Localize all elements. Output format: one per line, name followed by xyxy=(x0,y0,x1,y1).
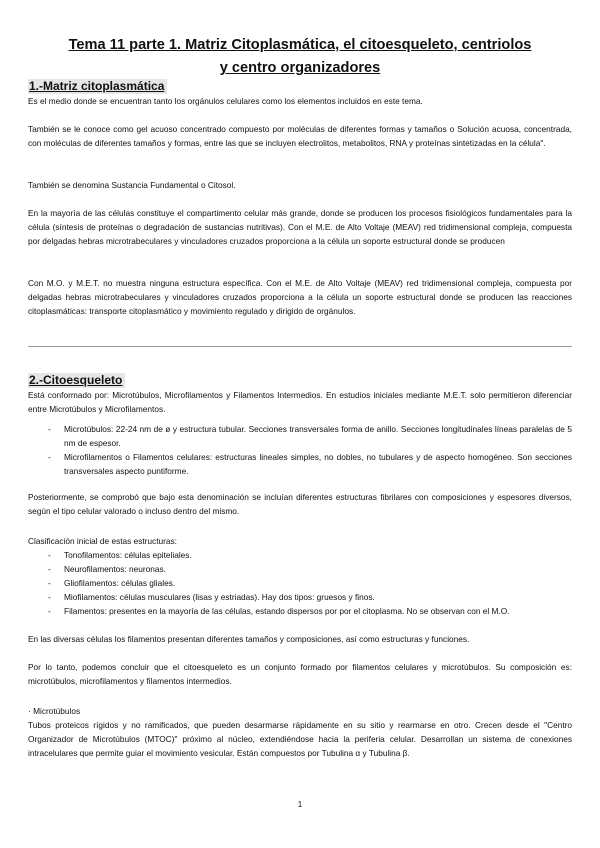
list-item: - Tonofilamentos: células epiteliales. xyxy=(28,548,572,562)
list-item: - Microfilamentos o Filamentos celulares: estructuras lineales simples, no dobles, no tubulares y de aspecto homogéneo. Son secciones transversales aspecto puntiforme. xyxy=(28,450,572,478)
list-item: - Neurofilamentos: neuronas. xyxy=(28,562,572,576)
section-1-paragraph-5: Con M.O. y M.E.T. no muestra ninguna estructura específica. Con el M.E. de Alto Voltaje (MEAV) red tridimensional compleja, compuesta por delgadas hebras microtrabeculares y vinculadores cruzados proporciona a la célula un soporte estructural donde se producen las reacciones citoplasmáticas: transporte citoplasmático y movimiento regulado y dirigido de orgánulos. xyxy=(28,278,572,316)
section-2-paragraph-6: Tubos proteicos rígidos y no ramificados, que pueden desarmarse rápidamente en su sitio y rearmarse en otro. Crecen desde el "Centro Organizador de Microtúbulos (MTOC)" próximo al núcleo, extendiéndose hacia la periferia celular. Desarrollan un sistema de conexiones intracelulares que permite guiar el movimiento vesicular. Están compuestos por Tubulina α y Tubulina β. xyxy=(28,720,572,758)
list-item: - Microtúbulos: 22-24 nm de ø y estructura tubular. Secciones transversales forma de anillo. Secciones longitudinales líneas paralelas de 5 nm de espesor. xyxy=(28,422,572,450)
section-1-paragraph-2: También se le conoce como gel acuoso concentrado compuesto por moléculas de diferentes formas y tamaños o Solución acuosa, concentrada, con moléculas de diferentes tamaños y formas, entre las que se incluyen electrolitos, metabolitos, RNA y proteínas sintetizadas en la célula". xyxy=(28,124,572,148)
section-1-heading: 1.-Matriz citoplasmática xyxy=(28,79,167,94)
section-2-heading: 2.-Citoesqueleto xyxy=(28,373,125,388)
section-2-paragraph-1: Está conformado por: Microtúbulos, Microfilamentos y Filamentos Intermedios. En estudios iniciales mediante M.E.T. solo permitieron diferenciar entre Microtúbulos y Microfilamentos. xyxy=(28,390,572,414)
section-2-paragraph-3: Clasificación inicial de estas estructuras: xyxy=(28,536,177,546)
section-1-paragraph-3: También se denomina Sustancia Fundamental o Citosol. xyxy=(28,180,236,190)
section-divider xyxy=(28,346,572,347)
section-2-paragraph-4: En las diversas células los filamentos presentan diferentes tamaños y composiciones, así como estructuras y funciones. xyxy=(28,634,470,644)
section-2-paragraph-5: Por lo tanto, podemos concluir que el citoesqueleto es un conjunto formado por filamentos celulares y microtúbulos. Su composición es: microtúbulos, microfilamentos y filamentos intermedios. xyxy=(28,662,572,686)
title-line-2: y centro organizadores xyxy=(219,60,381,76)
classification-list xyxy=(28,548,572,618)
structure-list xyxy=(28,422,572,478)
microtubulos-subheading: · Microtúbulos xyxy=(28,706,81,716)
list-item: - Gliofilamentos: células gliales. xyxy=(28,576,572,590)
list-item: - Miofilamentos: células musculares (lisas y estriadas). Hay dos tipos: gruesos y finos. xyxy=(28,590,572,604)
list-item: - Filamentos: presentes en la mayoría de las células, estando dispersos por por el citoplasma. No se observan con el M.O. xyxy=(28,604,572,618)
page-number: 1 xyxy=(297,800,303,809)
section-1-paragraph-1: Es el medio donde se encuentran tanto los orgánulos celulares como los elementos incluidos en este tema. xyxy=(28,96,423,106)
document-title xyxy=(20,34,580,80)
section-2-paragraph-2: Posteriormente, se comprobó que bajo esta denominación se incluían diferentes estructuras fibrilares con composiciones y espesores diversos, según el tipo celular valorado o incluso dentro del mismo. xyxy=(28,492,572,516)
title-line-1: Tema 11 parte 1. Matriz Citoplasmática, el citoesqueleto, centriolos xyxy=(68,37,532,53)
section-1-paragraph-4: En la mayoría de las células constituye el compartimento celular más grande, donde se producen los procesos fisiológicos fundamentales para la célula (síntesis de proteínas o degradación de sustancias nutritivas). Con el M.E. de Alto Voltaje (MEAV) red tridimensional compleja, compuesta por delgadas hebras microtrabeculares y vinculadores cruzados proporciona a la célula un soporte estructural donde se producen xyxy=(28,208,572,246)
